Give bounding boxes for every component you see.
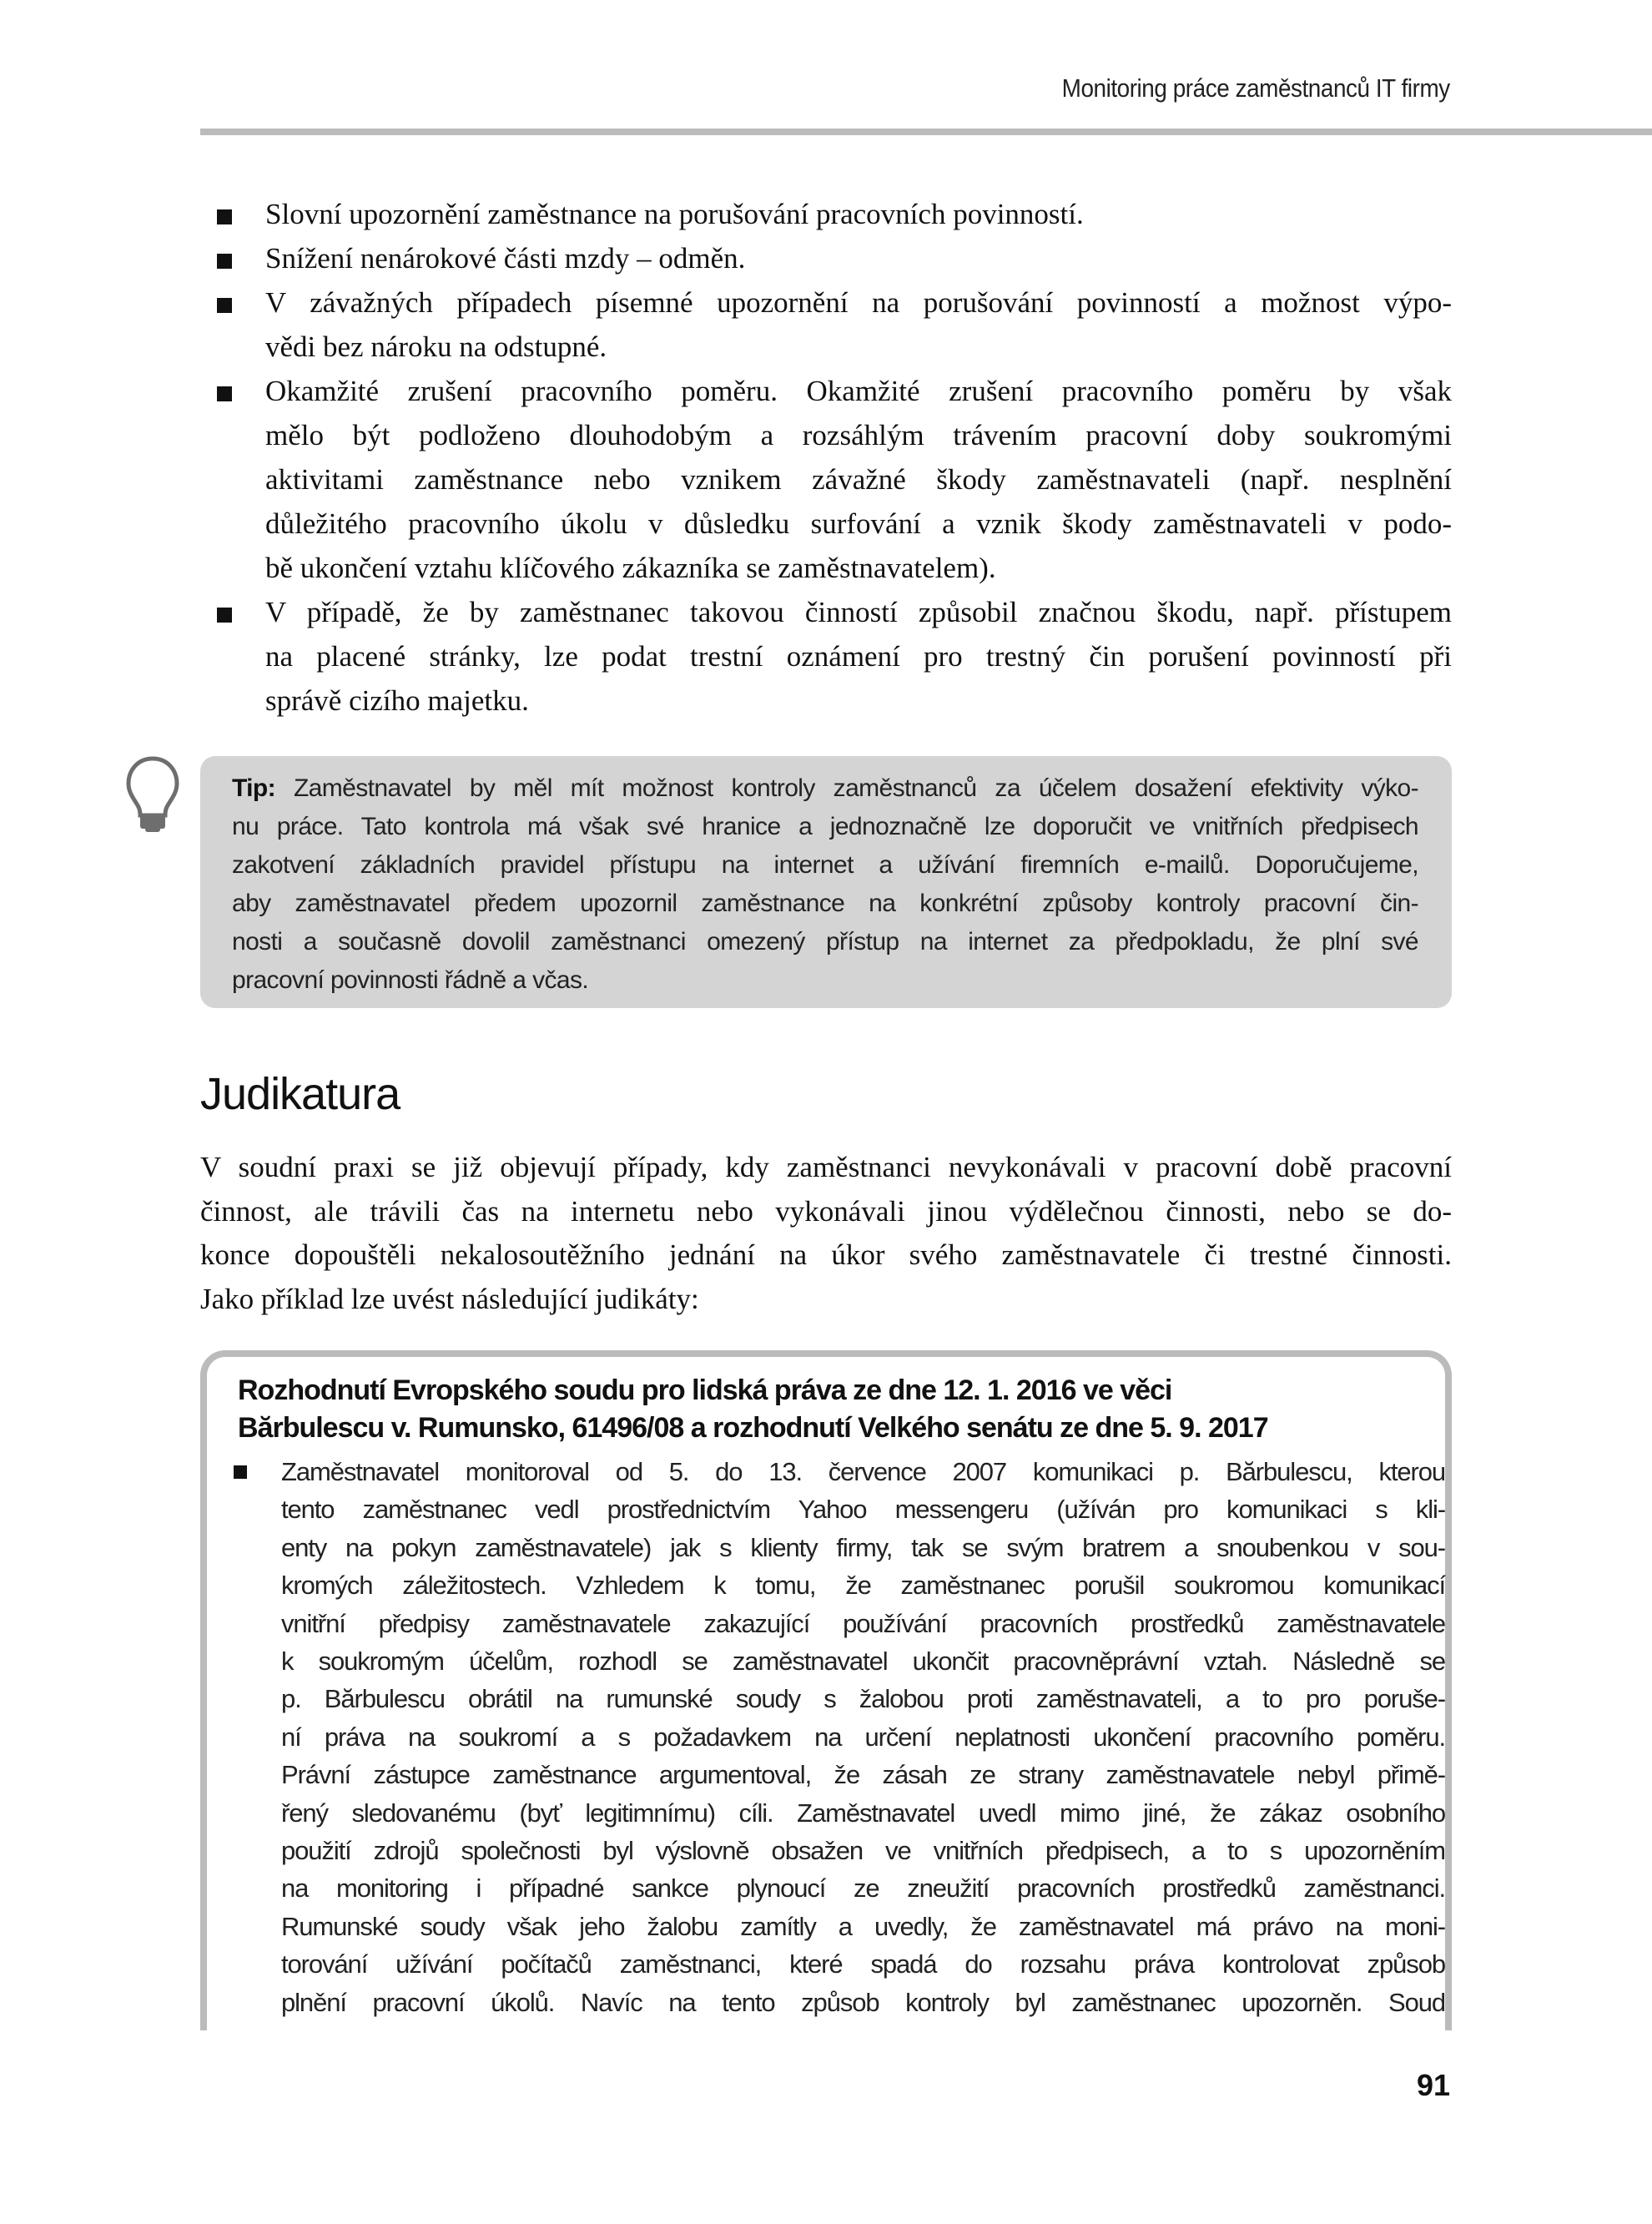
section-heading: Judikatura bbox=[200, 1069, 400, 1119]
case-line: torování užívání počítačů zaměstnanci, které spadá do rozsahu práva kontrolovat způsob bbox=[281, 1949, 1445, 1979]
sanctions-list bbox=[209, 192, 1452, 723]
square-bullet-icon bbox=[217, 608, 232, 623]
tip-first-line-text: Zaměstnavatel by měl mít možnost kontroly zaměstnanců za účelem dosažení efektivity výko- bbox=[275, 774, 1418, 802]
tip-line: nu práce. Tato kontrola má však své hranice a jednoznačně lze doporučit ve vnitřních předpisech bbox=[232, 813, 1418, 840]
list-item-text: na placené stránky, lze podat trestní oznámení pro trestný čin porušení povinností při bbox=[265, 640, 1452, 673]
list-item-text: Snížení nenárokové části mzdy – odměn. bbox=[265, 242, 746, 275]
list-item-text: Okamžité zrušení pracovního poměru. Okamžité zrušení pracovního poměru by však bbox=[265, 375, 1452, 407]
case-line: p. Bărbulescu obrátil na rumunské soudy s žalobou proti zaměstnavateli, a to pro poruše- bbox=[281, 1684, 1445, 1714]
case-line: k soukromým účelům, rozhodl se zaměstnavatel ukončit pracovněprávní vztah. Následně se bbox=[281, 1647, 1445, 1677]
list-item bbox=[209, 590, 1452, 723]
header-rule bbox=[200, 129, 1652, 135]
tip-box bbox=[200, 756, 1452, 1008]
running-header-title: Monitoring práce zaměstnanců IT firmy bbox=[1061, 73, 1450, 103]
square-bullet-icon bbox=[234, 1465, 247, 1479]
case-line: tento zaměstnanec vedl prostřednictvím Yahoo messengeru (užíván pro komunikaci s kli- bbox=[281, 1495, 1445, 1525]
paragraph-line: Jako příklad lze uvést následující judikáty: bbox=[200, 1282, 699, 1315]
square-bullet-icon bbox=[217, 386, 232, 401]
list-item-text: Slovní upozornění zaměstnance na porušování pracovních povinností. bbox=[265, 198, 1084, 230]
case-title-line: Bărbulescu v. Rumunsko, 61496/08 a rozhodnutí Velkého senátu ze dne 5. 9. 2017 bbox=[238, 1412, 1268, 1444]
intro-paragraph bbox=[200, 1146, 1452, 1321]
list-item-text: vědi bez nároku na odstupné. bbox=[265, 330, 607, 363]
case-line: vnitřní předpisy zaměstnavatele zakazující používání pracovních prostředků zaměstnavatele bbox=[281, 1608, 1445, 1638]
tip-line: pracovní povinnosti řádně a včas. bbox=[232, 966, 589, 994]
paragraph-line: konce dopouštěli nekalosoutěžního jednání na úkor svého zaměstnavatele či trestné činnosti. bbox=[200, 1238, 1452, 1271]
list-item-text: důležitého pracovního úkolu v důsledku surfování a vznik škody zaměstnavateli v podo- bbox=[265, 507, 1452, 540]
paragraph-line: činnost, ale trávili čas na internetu nebo vykonávali jinou výdělečnou činnosti, nebo se do- bbox=[200, 1194, 1452, 1228]
tip-line: zakotvení základních pravidel přístupu na internet a užívání firemních e-mailů. Doporučujeme, bbox=[232, 851, 1418, 879]
case-line: Právní zástupce zaměstnance argumentoval, že zásah ze strany zaměstnavatele nebyl přimě- bbox=[281, 1760, 1445, 1790]
square-bullet-icon bbox=[217, 298, 232, 313]
list-item bbox=[209, 369, 1452, 590]
case-line: na monitoring i případné sankce plynoucí ze zneužití pracovních prostředků zaměstnanci. bbox=[281, 1874, 1445, 1904]
square-bullet-icon bbox=[217, 209, 232, 224]
tip-text bbox=[232, 769, 1418, 1000]
case-list bbox=[225, 1453, 1445, 2021]
case-line: plnění pracovní úkolů. Navíc na tento způsob kontroly byl zaměstnanec upozorněn. Soud bbox=[281, 1987, 1445, 2017]
list-item bbox=[225, 1453, 1445, 2021]
case-line: Zaměstnavatel monitoroval od 5. do 13. července 2007 komunikaci p. Bărbulescu, kterou bbox=[281, 1457, 1445, 1486]
case-line: kromých záležitostech. Vzhledem k tomu, že zaměstnanec porušil soukromou komunikací bbox=[281, 1571, 1445, 1601]
list-item bbox=[209, 236, 1452, 280]
square-bullet-icon bbox=[217, 254, 232, 269]
list-item-text: aktivitami zaměstnance nebo vznikem závažné škody zaměstnavateli (např. nesplnění bbox=[265, 463, 1452, 496]
tip-first-line bbox=[232, 769, 1418, 808]
list-item-text: správě cizího majetku. bbox=[265, 684, 529, 717]
tip-line: nosti a současně dovolil zaměstnanci omezený přístup na internet za předpokladu, že plní své bbox=[232, 928, 1418, 956]
case-title bbox=[238, 1372, 1439, 1447]
case-box bbox=[200, 1350, 1452, 2030]
case-line: enty na pokyn zaměstnavatele) jak s klienty firmy, tak se svým bratrem a snoubenkou v sou- bbox=[281, 1532, 1445, 1562]
case-line: Rumunské soudy však jeho žalobu zamítly a uvedly, že zaměstnavatel má právo na moni- bbox=[281, 1911, 1445, 1941]
case-line: řený sledovanému (byť legitimnímu) cíli. Zaměstnavatel uvedl mimo jiné, že zákaz osobního bbox=[281, 1798, 1445, 1828]
case-title-line: Rozhodnutí Evropského soudu pro lidská práva ze dne 12. 1. 2016 ve věci bbox=[238, 1374, 1172, 1406]
case-line: použití zdrojů společnosti byl výslovně obsažen ve vnitřních předpisech, a to s upozorněním bbox=[281, 1836, 1445, 1866]
page-number: 91 bbox=[1416, 2068, 1450, 2102]
list-item-text: mělo být podloženo dlouhodobým a rozsáhlým trávením pracovní doby soukromými bbox=[265, 419, 1452, 451]
list-item bbox=[209, 192, 1452, 236]
tip-line: aby zaměstnavatel předem upozornil zaměstnance na konkrétní způsoby kontroly pracovní čin- bbox=[232, 890, 1418, 917]
list-item-text: bě ukončení vztahu klíčového zákazníka se zaměstnavatelem). bbox=[265, 552, 996, 584]
case-line: ní práva na soukromí a s požadavkem na určení neplatnosti ukončení pracovního poměru. bbox=[281, 1722, 1445, 1752]
list-item bbox=[209, 280, 1452, 369]
paragraph-line: V soudní praxi se již objevují případy, kdy zaměstnanci nevykonávali v pracovní době pracovní bbox=[200, 1151, 1452, 1183]
list-item-text: V případě, že by zaměstnanec takovou činností způsobil značnou škodu, např. přístupem bbox=[265, 596, 1452, 628]
tip-label: Tip: bbox=[232, 774, 276, 802]
lightbulb-icon bbox=[125, 755, 180, 835]
list-item-text: V závažných případech písemné upozornění na porušování povinností a možnost výpo- bbox=[265, 286, 1452, 319]
